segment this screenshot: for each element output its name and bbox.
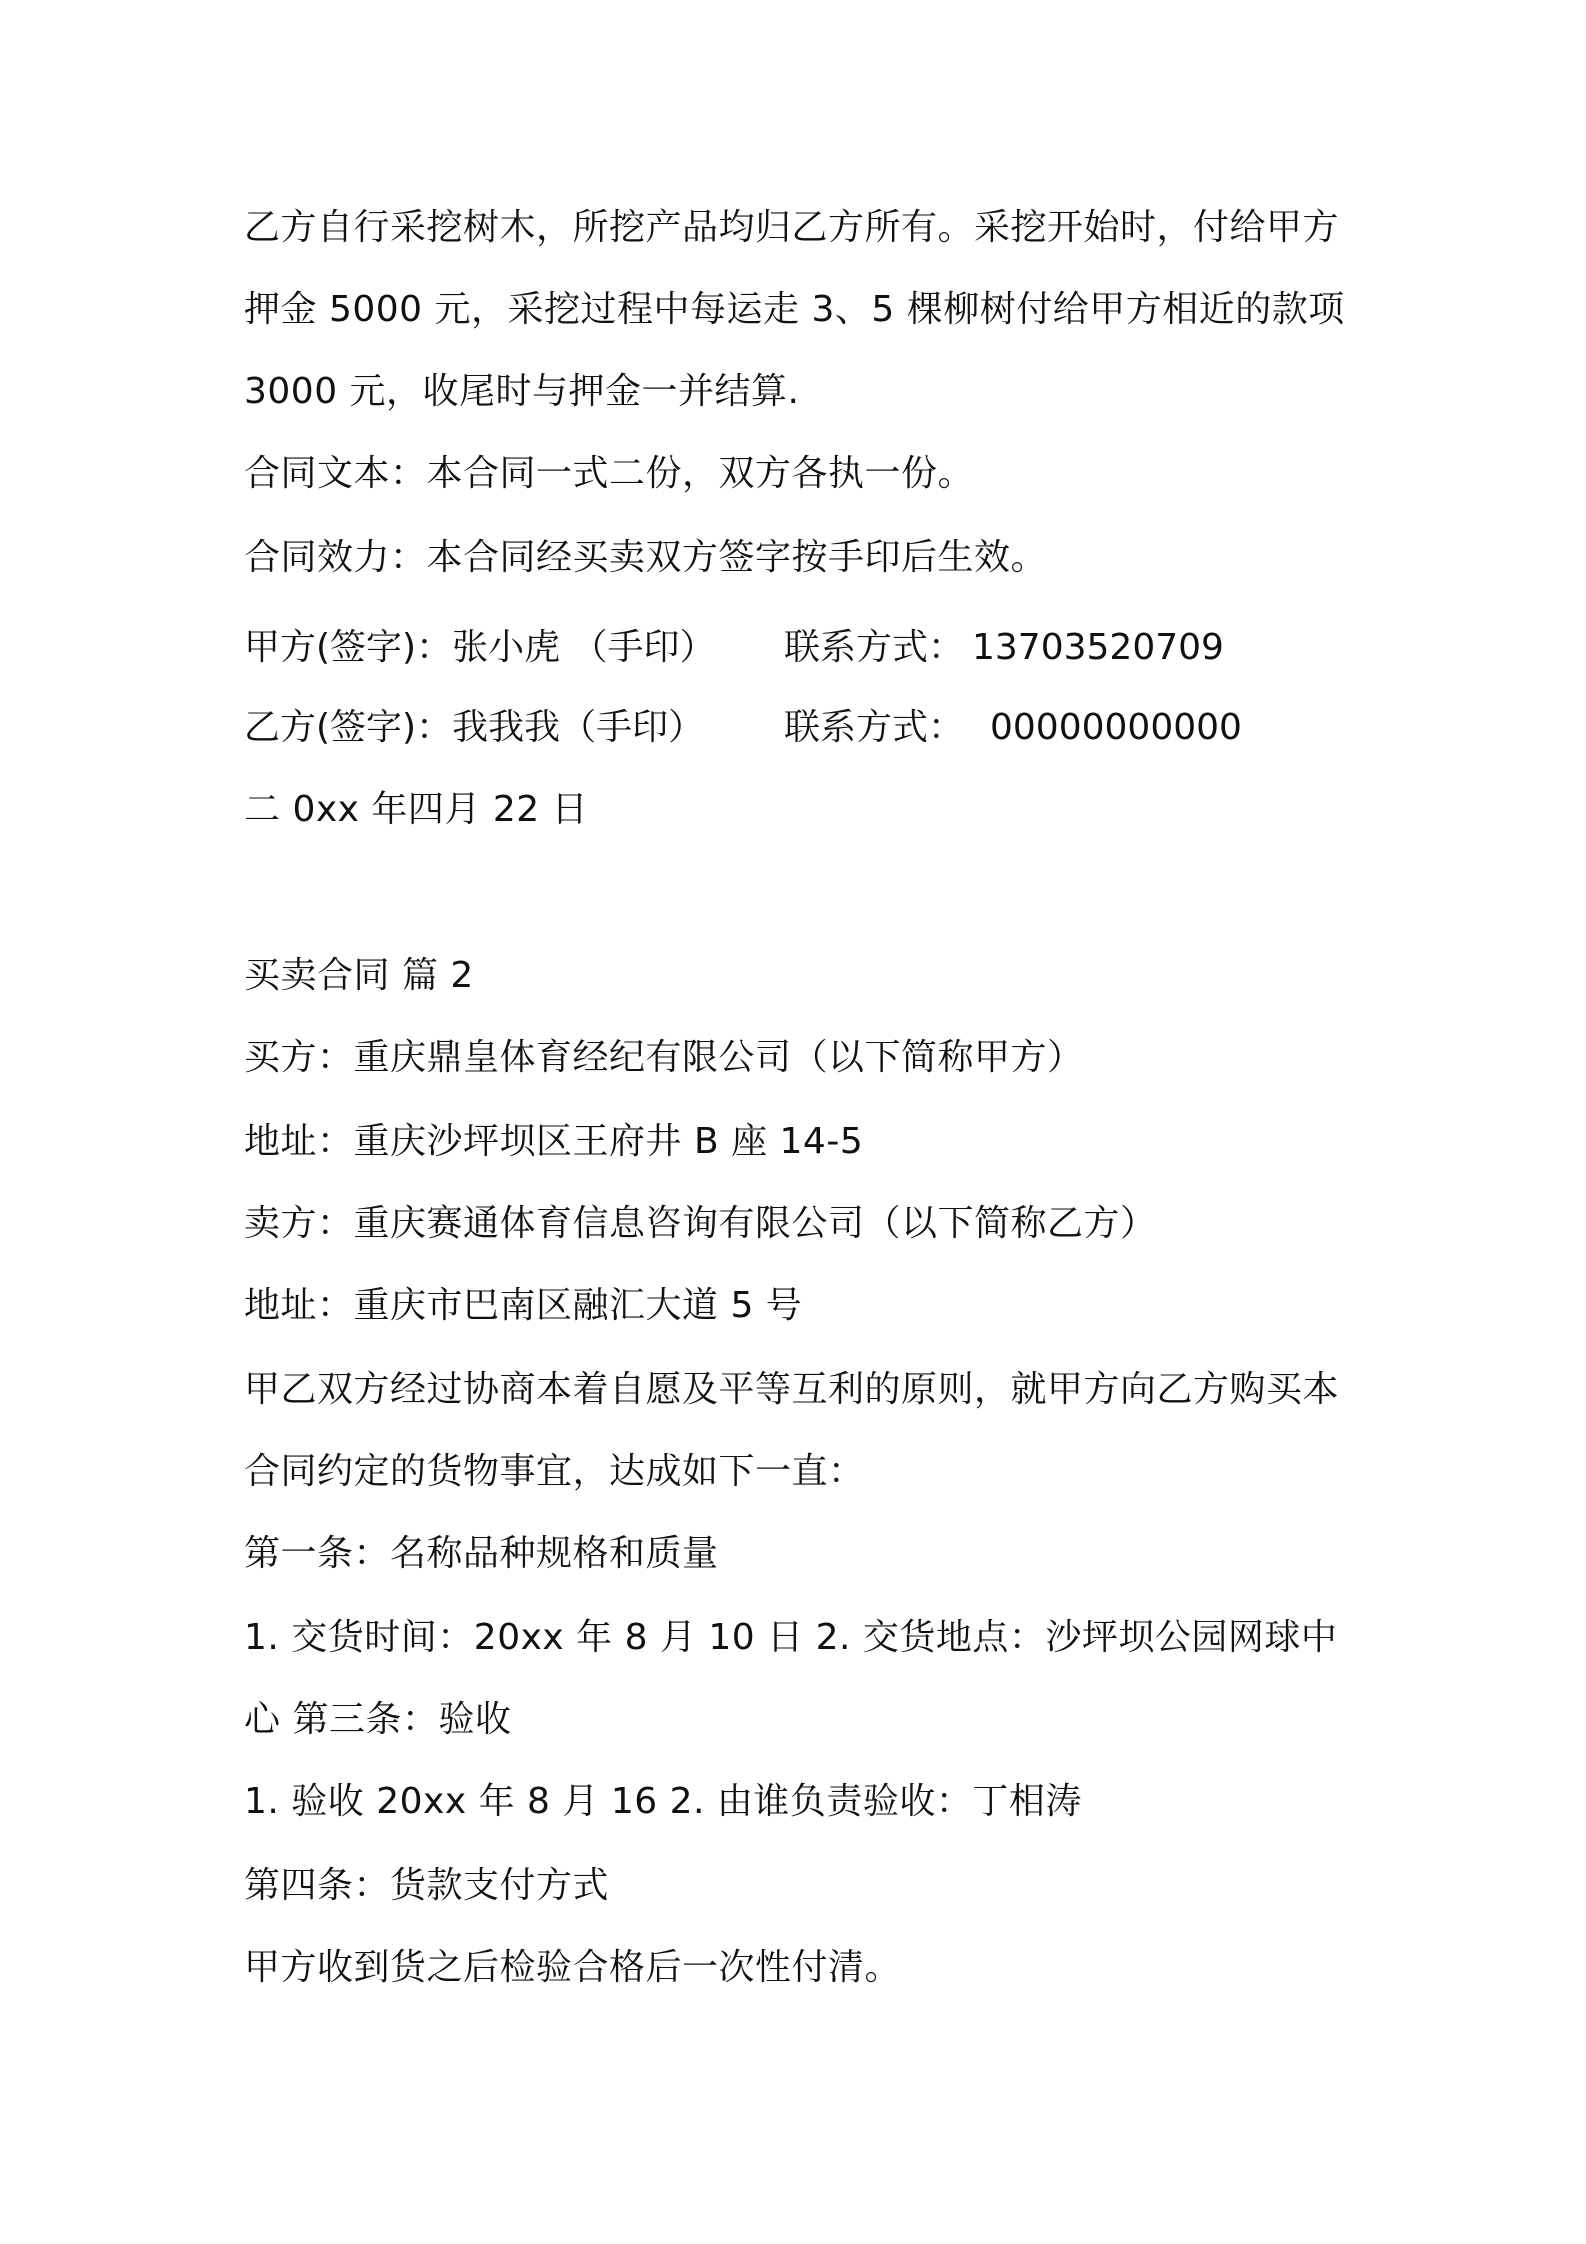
seller-address: 地址：重庆市巴南区融汇大道 5 号 bbox=[244, 1285, 803, 1326]
buyer-line: 买方：重庆鼎皇体育经纪有限公司（以下简称甲方） bbox=[244, 1037, 1084, 1078]
party-b-contact-label: 联系方式： bbox=[784, 707, 965, 748]
party-a-contact-value: 13703520709 bbox=[972, 627, 1224, 668]
section-title: 买卖合同 篇 2 bbox=[244, 955, 474, 996]
buyer-address: 地址：重庆沙坪坝区王府井 B 座 14-5 bbox=[244, 1121, 864, 1162]
party-b-signature-row bbox=[244, 706, 1344, 750]
intro-line: 甲乙双方经过协商本着自愿及平等互利的原则，就甲方向乙方购买本 bbox=[244, 1369, 1340, 1410]
contract-copies-clause: 合同文本：本合同一式二份，双方各执一份。 bbox=[244, 453, 975, 494]
paragraph-line: 押金 5000 元，采挖过程中每运走 3、5 棵柳树付给甲方相近的款项 bbox=[244, 289, 1345, 330]
intro-line: 合同约定的货物事宜，达成如下一直： bbox=[244, 1451, 865, 1492]
delivery-line: 1. 交货时间：20xx 年 8 月 10 日 2. 交货地点：沙坪坝公园网球中 bbox=[244, 1617, 1338, 1658]
article-heading: 第一条：名称品种规格和质量 bbox=[244, 1533, 719, 1574]
contract-validity-clause: 合同效力：本合同经买卖双方签字按手印后生效。 bbox=[244, 537, 1048, 578]
party-b-contact-value: 00000000000 bbox=[990, 707, 1242, 748]
payment-line: 甲方收到货之后检验合格后一次性付清。 bbox=[244, 1947, 902, 1988]
article-heading: 第四条：货款支付方式 bbox=[244, 1865, 610, 1906]
party-a-contact-label: 联系方式： bbox=[784, 627, 965, 668]
party-b-signature: 乙方(签字)：我我我（手印） bbox=[244, 707, 705, 748]
acceptance-line: 1. 验收 20xx 年 8 月 16 2. 由谁负责验收：丁相涛 bbox=[244, 1781, 1082, 1822]
party-a-signature-row bbox=[244, 626, 1344, 670]
paragraph-line: 3000 元，收尾时与押金一并结算. bbox=[244, 371, 800, 412]
party-a-signature: 甲方(签字)：张小虎 （手印） bbox=[244, 627, 716, 668]
seller-line: 卖方：重庆赛通体育信息咨询有限公司（以下简称乙方） bbox=[244, 1203, 1157, 1244]
paragraph-line: 乙方自行采挖树木，所挖产品均归乙方所有。采挖开始时，付给甲方 bbox=[244, 207, 1340, 248]
signing-date: 二 0xx 年四月 22 日 bbox=[244, 789, 589, 830]
delivery-line: 心 第三条：验收 bbox=[244, 1699, 512, 1740]
